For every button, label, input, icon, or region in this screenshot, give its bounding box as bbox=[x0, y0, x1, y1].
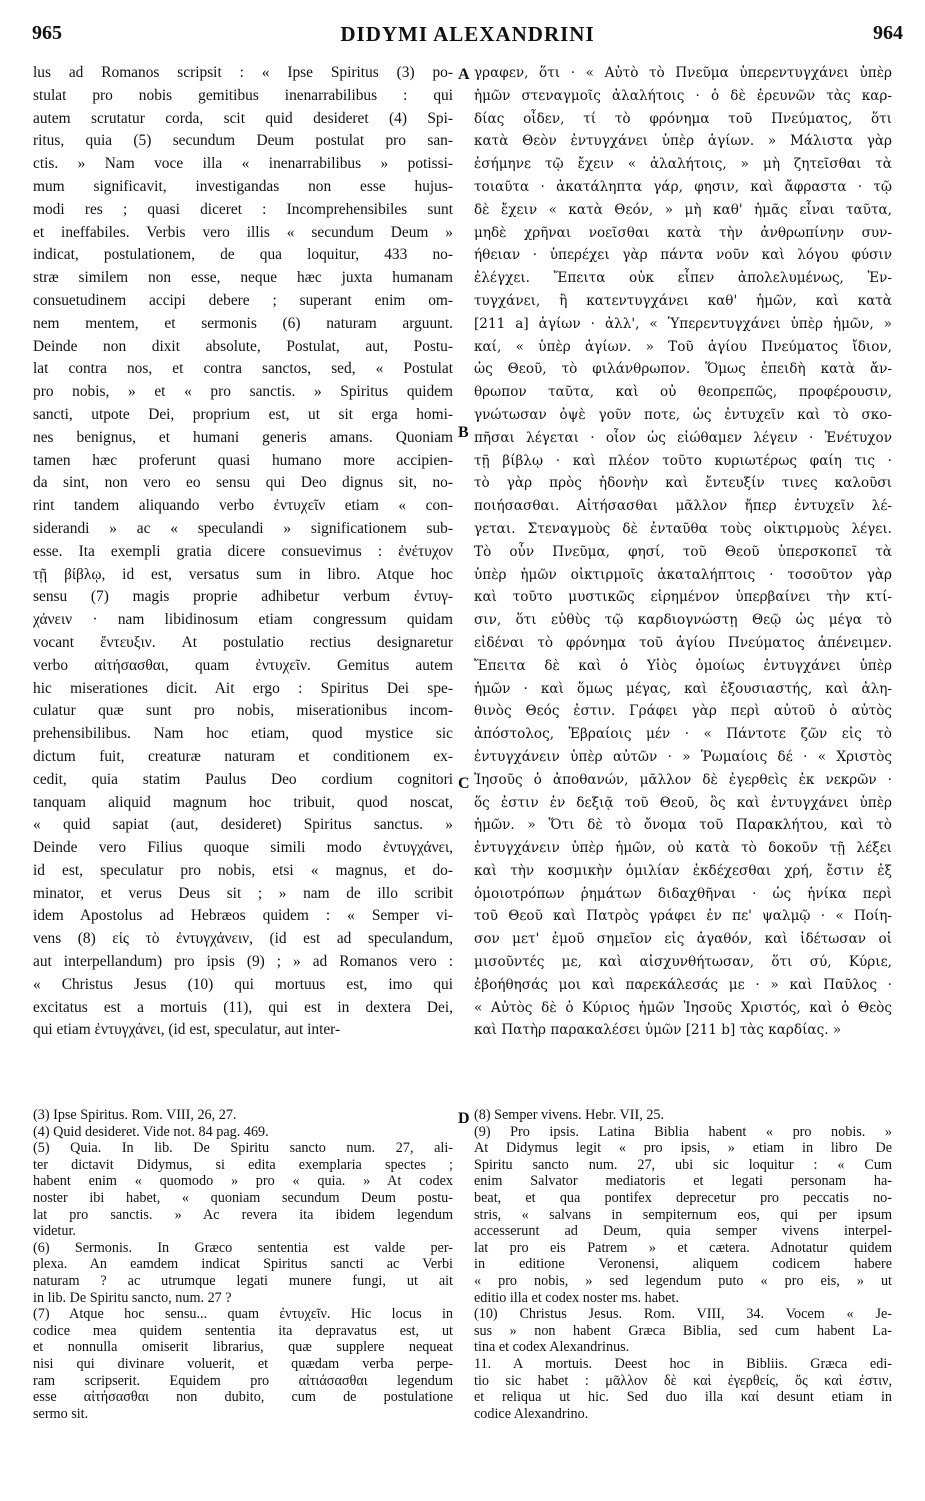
footnote-line: (9) Pro ipsis. Latina Biblia habent « pro nobis. » bbox=[474, 1123, 892, 1140]
margin-marker-b: B bbox=[458, 424, 469, 441]
latin-text-line: ctis. » Nam voce illa « inenarrabilibus » potissi- bbox=[33, 155, 453, 173]
greek-text-line: ὑπὲρ ἡμῶν οἰκτιρμοῖς ἀκαταλήπτοις · τοσοῦτον γὰρ bbox=[474, 566, 892, 583]
footnote-line: ter dictavit Didymus, si edita exemplaria spectes ; bbox=[33, 1156, 453, 1173]
greek-text-line: ἐλέγχει. Ἔπειτα οὐκ εἶπεν ἀπολελυμένως, Ἐν- bbox=[474, 270, 892, 287]
latin-text-line: hic miserationes dicit. Ait ergo : Spiritus Dei spe- bbox=[33, 679, 453, 697]
greek-text-line: τυγχάνει, ἢ κατεντυγχάνει καθ' ἡμῶν, καὶ κατὰ bbox=[474, 292, 892, 309]
latin-text-line: id est, speculatur pro nobis, etsi « magnus, et do- bbox=[33, 861, 453, 879]
latin-text-line: idem Apostolus ad Hebræos quidem : « Semper vi- bbox=[33, 907, 453, 925]
greek-text-line: Ἰησοῦς ὁ ἀποθανών, μᾶλλον δὲ ἐγερθεὶς ἐκ νεκρῶν · bbox=[474, 771, 892, 788]
greek-text-line: θρωπον ταῦτα, καὶ οὐ θεοπρεπῶς, προφέρουσιν, bbox=[474, 384, 892, 401]
running-header bbox=[32, 22, 903, 54]
greek-text-line: πῆσαι λέγεται · οἷον ὡς εἰώθαμεν λέγειν · Ἐνέτυχον bbox=[474, 429, 892, 446]
greek-text-line: τοιαῦτα · ἀκατάληπτα γάρ, φησιν, καὶ ἄφραστα · τῷ bbox=[474, 178, 892, 195]
greek-text-line: θινὸς Θεός ἐστιν. Γράφει γὰρ περὶ αὐτοῦ ὁ αὐτὸς bbox=[474, 703, 892, 720]
latin-text-line: consuetudinem accipi debere ; superant enim om- bbox=[33, 291, 453, 309]
latin-text-line: indicat, postulationem, de qua loquitur, 433 no- bbox=[33, 246, 453, 264]
latin-text-line: dictum fuit, creaturæ naturam et conditionem ex- bbox=[33, 747, 453, 765]
latin-text-line: tamen hæc proferunt quasi humano more accipien- bbox=[33, 451, 453, 469]
latin-text-line: vens (8) εἰς τὸ ἐντυγχάνειν, (id est ad speculandum, bbox=[33, 930, 453, 948]
greek-text-line: καὶ τοῦτο μυστικῶς εἰρημένον ὑπερβαίνει τὴν κτί- bbox=[474, 589, 892, 606]
greek-text-line: γραφεν, ὅτι · « Αὐτὸ τὸ Πνεῦμα ὑπερεντυγχάνει ὑπὲρ bbox=[474, 65, 892, 81]
footnote-line: et reliqua ut hic. Sed duo illa καί desunt etiam in bbox=[474, 1389, 892, 1406]
footnote-line: sus » non habent Græca Biblia, sed cum habent La- bbox=[474, 1322, 892, 1339]
greek-text-line: τοῦ Θεοῦ καὶ Πατρὸς γράφει ἐν πε' ψαλμῷ · « Ποίη- bbox=[474, 908, 892, 925]
footnote-line: (6) Sermonis. In Græco sententia est valde per- bbox=[33, 1239, 453, 1256]
footnotes-right bbox=[474, 1107, 892, 1422]
greek-text-line: ὅς ἐστιν ἐν δεξιᾷ τοῦ Θεοῦ, ὃς καὶ ἐντυγχάνει ὑπὲρ bbox=[474, 794, 892, 811]
greek-text-line: [211 a] ἁγίων · ἀλλ', « Ὑπερεντυγχάνει ὑπὲρ ἡμῶν, » bbox=[474, 315, 892, 332]
latin-text-line: « Christus Jesus (10) qui mortuus est, imo qui bbox=[33, 975, 453, 993]
margin-marker-d: D bbox=[458, 1110, 470, 1127]
latin-text-line: sancti, utpote Dei, proprium est, ut sit erga homi- bbox=[33, 405, 453, 423]
latin-text-line: χάνειν · nam libidinosum etiam congressum quidam bbox=[33, 611, 453, 629]
greek-text-line: τὸ γὰρ πρὸς ἡδονὴν καὶ ἔντευξίν τινες καλοῦσι bbox=[474, 475, 892, 492]
latin-text-line: lat contra nos, et contra sanctos, sed, « Postulat bbox=[33, 360, 453, 378]
greek-text-line: μισοῦντές με, καὶ αἰσχυνθήτωσαν, ὅτι σύ, Κύριε, bbox=[474, 954, 892, 971]
greek-text-line: ποιήσασθαι. Αἰτήσασθαι μᾶλλον ἤπερ ἐντυχεῖν λέ- bbox=[474, 498, 892, 515]
footnote-line: (10) Christus Jesus. Rom. VIII, 34. Vocem « Je- bbox=[474, 1306, 892, 1323]
greek-text-line: καὶ Πατὴρ παρακαλέσει ὑμῶν [211 b] τὰς καρδίας. » bbox=[474, 1022, 842, 1039]
latin-text-line: rint tandem aliquando verbo ἐντυχεῖν etiam « con- bbox=[33, 497, 453, 515]
footnote-line: (8) Semper vivens. Hebr. VII, 25. bbox=[474, 1107, 665, 1123]
footnote-line: (5) Quia. In lib. De Spiritu sancto num. 27, ali- bbox=[33, 1140, 453, 1157]
footnote-line: codice mea quidem sententia ita depravatus est, ut bbox=[33, 1322, 453, 1339]
footnote-line: beat, et qua pontifex deprecetur pro peccatis no- bbox=[474, 1189, 892, 1206]
greek-text-line: ήθειαν · ὑπερέχει γὰρ πάντα νοῦν καὶ λόγου φύσιν bbox=[474, 247, 892, 264]
greek-text-line: ἡμῶν · καὶ ὅμως μέγας, καὶ ἐξουσιαστής, καὶ ἀλη- bbox=[474, 680, 892, 697]
latin-text-line: stræ similem non esse, neque hæc juxta humanam bbox=[33, 269, 453, 287]
latin-text-line: stulat pro nobis gemitibus inenarrabilibus : qui bbox=[33, 86, 453, 104]
running-title: DIDYMI ALEXANDRINI bbox=[340, 22, 595, 46]
greek-text-line: Ἔπειτα δὲ καὶ ὁ Υἱὸς ὁμοίως ἐντυγχάνει ὑπὲρ bbox=[474, 657, 892, 674]
footnote-line: habent enim « quomodo » pro « quia. » At codex bbox=[33, 1173, 453, 1190]
greek-text-line: δὲ ἔχειν « κατὰ Θεόν, » μὴ καθ' ἡμᾶς εἶναι ταῦτα, bbox=[474, 201, 892, 218]
latin-text-line: sensu (7) magis proprie adhibetur verbum ἐντυγ- bbox=[33, 588, 453, 606]
greek-text-line: καί, « ὑπὲρ ἁγίων. » Τοῦ ἁγίου Πνεύματος ἴδιον, bbox=[474, 338, 892, 355]
footnote-line: esse αἰτήσασθαι non dubito, cum de postulatione bbox=[33, 1389, 453, 1406]
footnote-line: et nonnulla omiserit librarius, quæ supplere nequeat bbox=[33, 1339, 453, 1356]
greek-text-line: ἡμῶν στεναγμοῖς ἀλαλήτοις · ὁ δὲ ἐρευνῶν τὰς καρ- bbox=[474, 87, 892, 104]
footnote-line: sermo sit. bbox=[33, 1405, 89, 1422]
footnote-line: noster ibi habet, « quoniam secundum Deum postu- bbox=[33, 1189, 453, 1206]
latin-text-line: lus ad Romanos scripsit : « Ipse Spiritus (3) po- bbox=[33, 64, 453, 81]
greek-text-line: ἀπόστολος, Ἑβραίοις μέν · « Πάντοτε ζῶν εἰς τὸ bbox=[474, 726, 892, 743]
latin-text-line: « quid sapiat (aut, desideret) Spiritus sanctus. » bbox=[33, 816, 453, 834]
footnote-line: stris, « salvans in sempiternum eos, qui per ipsum bbox=[474, 1206, 892, 1223]
greek-text-line: καὶ τὴν κοσμικὴν ὁμιλίαν ἐκδέχεσθαι χρή, ἔστιν ἐξ bbox=[474, 862, 892, 879]
latin-text-line: Deinde non dixit absolute, Postulat, aut, Postu- bbox=[33, 337, 453, 355]
greek-text-line: ὡς Θεοῦ, τὸ φιλάνθρωπον. Ὅμως ἐπειδὴ κατὰ ἄν- bbox=[474, 361, 892, 378]
footnote-line: naturam ? ac utrumque legati munere fungi, ut ait bbox=[33, 1272, 453, 1289]
latin-text-line: cedit, quia statim Paulus Deo cordium cognitori bbox=[33, 770, 453, 788]
latin-text-line: tanquam aliquid magnum hoc tribuit, quod noscat, bbox=[33, 793, 453, 811]
footnote-line: in lib. De Spiritu sancto, num. 27 ? bbox=[33, 1289, 232, 1306]
greek-text-line: ἐντυγχάνειν ὑπὲρ ἡμῶν, οὐ κατὰ τὸ δοκοῦν τῇ λέξει bbox=[474, 840, 892, 857]
footnote-line: 11. A mortuis. Deest hoc in Bibliis. Græca edi- bbox=[474, 1355, 892, 1372]
greek-text-line: σιν, ὅτι εὐθὺς τῷ καρδιογνώστῃ Θεῷ ὡς μέγα τὸ bbox=[474, 612, 892, 629]
greek-text-line: ἐβοήθησάς μοι καὶ παρεκάλεσάς με · » καὶ Παῦλος · bbox=[474, 976, 892, 993]
footnote-line: (4) Quid desideret. Vide not. 84 pag. 469. bbox=[33, 1123, 269, 1140]
greek-text-line: μηδὲ χρῆναι νοεῖσθαι κατὰ τὴν ἀνθρωπίνην συν- bbox=[474, 224, 892, 241]
latin-text-line: mum significavit, investigandas non esse hujus- bbox=[33, 177, 453, 195]
latin-text-line: excitatus est a mortuis (11), qui est in dextera Dei, bbox=[33, 998, 453, 1016]
latin-text-line: qui etiam ἐντυγχάνει, (id est, speculatur, aut inter- bbox=[33, 1021, 341, 1039]
footnote-line: lat pro eis Patrem » et cætera. Adnotatur quidem bbox=[474, 1239, 892, 1256]
latin-text-line: pro nobis, » et « pro sanctis. » Spiritus quidem bbox=[33, 383, 453, 401]
latin-text-line: minator, et verus Deus sit ; » nam de illo scribit bbox=[33, 884, 453, 902]
footnote-line: lat pro sanctis. » Ac revera ita ibidem legendum bbox=[33, 1206, 453, 1223]
footnote-line: accesserunt ad Deum, quia semper vivens interpel- bbox=[474, 1223, 892, 1240]
footnote-line: editio illa et codex noster ms. habet. bbox=[474, 1289, 679, 1306]
latin-text-line: prehensibilibus. Nam hoc etiam, quod mystice sic bbox=[33, 725, 453, 743]
latin-text-line: Deinde vero Filius quoque simili modo ἐντυγχάνει, bbox=[33, 839, 453, 857]
latin-text-line: da sint, non vero eo sensu qui Deo dignus sit, no- bbox=[33, 474, 453, 492]
greek-text-line: ἡμῶν. » Ὅτι δὲ τὸ ὄνομα τοῦ Παρακλήτου, καὶ τὸ bbox=[474, 817, 892, 834]
footnote-line: tina et codex Alexandrinus. bbox=[474, 1339, 630, 1356]
latin-text-line: siderandi » ac « speculandi » significationem sub- bbox=[33, 519, 453, 537]
latin-text-line: autem scrutatur corda, scit quid desideret (4) Spi- bbox=[33, 109, 453, 127]
greek-text-line: ὁμοιοτρόπων ῥημάτων διδαχθῆναι · ὡς ἡνίκα περὶ bbox=[474, 885, 892, 902]
greek-text-line: ἐντυγχάνειν ὑπὲρ αὐτῶν · » Ῥωμαίοις δέ · « Χριστὸς bbox=[474, 748, 892, 765]
footnote-line: codice Alexandrino. bbox=[474, 1405, 589, 1422]
latin-column bbox=[33, 62, 453, 1042]
greek-text-line: κατὰ Θεὸν ἐντυγχάνει ὑπὲρ ἁγίων. » Μάλιστα γὰρ bbox=[474, 133, 892, 150]
footnote-line: « pro nobis, » sed legendum puto « pro eis, » ut bbox=[474, 1272, 892, 1289]
latin-text-line: aut interpellandum) pro ipsis (9) ; » ad Romanos vero : bbox=[33, 953, 453, 971]
footnote-line: tio sic habet : μᾶλλον δὲ καὶ ἐγερθείς, ὅς καὶ ἐστιν, bbox=[474, 1372, 892, 1389]
footnote-line: in editione Veronensi, aliquem codicem habere bbox=[474, 1256, 892, 1273]
greek-text-line: Τὸ οὖν Πνεῦμα, φησί, τοῦ Θεοῦ ὑπερσκοπεῖ τὰ bbox=[474, 543, 892, 560]
footnote-line: enim Salvator mediatoris et legati personam ha- bbox=[474, 1173, 892, 1190]
latin-text-line: nem mentem, et sermonis (6) naturam arguunt. bbox=[33, 314, 453, 332]
footnote-line: videtur. bbox=[33, 1223, 76, 1240]
greek-text-line: σον μετ' ἐμοῦ σημεῖον εἰς ἀγαθόν, καὶ ἰδέτωσαν οἱ bbox=[474, 931, 892, 948]
latin-text-line: verbo αἰτήσασθαι, quam ἐντυχεῖν. Gemitus autem bbox=[33, 656, 453, 674]
greek-text-line: γνώτωσαν ὀψὲ γοῦν ποτε, ὡς ἐντυχεῖν καὶ τὸ σκο- bbox=[474, 406, 892, 423]
latin-text-line: modi res ; quasi diceret : Incomprehensibiles sunt bbox=[33, 200, 453, 218]
footnote-line: Spiritu sancto num. 27, ubi sic loquitur : « Cum bbox=[474, 1156, 892, 1173]
greek-text-line: « Αὐτὸς δὲ ὁ Κύριος ἡμῶν Ἰησοῦς Χριστός, καὶ ὁ Θεὸς bbox=[474, 999, 892, 1016]
greek-text-line: εἰδέναι τὸ φρόνημα τοῦ ἁγίου Πνεύματος ἀπένειμεν. bbox=[474, 634, 892, 651]
latin-text-line: culatur quæ sunt pro nobis, miserationibus incom- bbox=[33, 702, 453, 720]
footnote-line: ram scripserit. Equidem pro αἰτιάσασθαι legendum bbox=[33, 1372, 453, 1389]
greek-text-line: ἐσήμηνε τῷ ἔχειν « ἀλαλήτοις, » μὴ ζητεῖσθαι τὰ bbox=[474, 156, 892, 173]
greek-column bbox=[474, 62, 892, 1042]
latin-text-line: vocant ἔντευξιν. At postulatio rectius designaretur bbox=[33, 633, 453, 651]
latin-text-line: et ineffabiles. Verbis vero illis « secundum Deum » bbox=[33, 223, 453, 241]
greek-text-line: τῇ βίβλῳ · καὶ πλέον τοῦτο κυριωτέρως φαίη τις · bbox=[474, 452, 892, 469]
footnote-line: (7) Atque hoc sensu... quam ἐντυχεῖν. Hic locus in bbox=[33, 1306, 453, 1323]
latin-text-line: ritus, quia (5) secundum Deum postulat pro san- bbox=[33, 132, 453, 150]
footnote-line: At Didymus legit « pro ipsis, » etiam in libro De bbox=[474, 1140, 892, 1157]
margin-marker-c: C bbox=[458, 775, 470, 792]
latin-text-line: esse. Ita exempli gratia dicere consuevimus : ἐνέτυχον bbox=[33, 542, 453, 560]
footnote-line: plexa. An eamdem indicat Spiritus sancti ac Verbi bbox=[33, 1256, 453, 1273]
greek-text-line: δίας οἶδεν, τί τὸ φρόνημα τοῦ Πνεύματος, ὅτι bbox=[474, 110, 892, 127]
page-number-left: 965 bbox=[32, 22, 62, 44]
page-number-right: 964 bbox=[873, 22, 903, 44]
footnote-line: nisi qui divinare voluerit, et quædam verba perpe- bbox=[33, 1355, 453, 1372]
margin-marker-a: A bbox=[458, 66, 470, 83]
footnote-line: (3) Ipse Spiritus. Rom. VIII, 26, 27. bbox=[33, 1107, 237, 1123]
greek-text-line: γεται. Στεναγμοὺς δὲ ἐνταῦθα τοὺς οἰκτιρμοὺς λέγει. bbox=[474, 520, 892, 537]
latin-text-line: nes benignus, et humani generis amans. Quoniam bbox=[33, 428, 453, 446]
footnotes-left bbox=[33, 1107, 453, 1422]
latin-text-line: τῇ βίβλῳ, id est, versatus sum in libro. Atque hoc bbox=[33, 565, 453, 583]
